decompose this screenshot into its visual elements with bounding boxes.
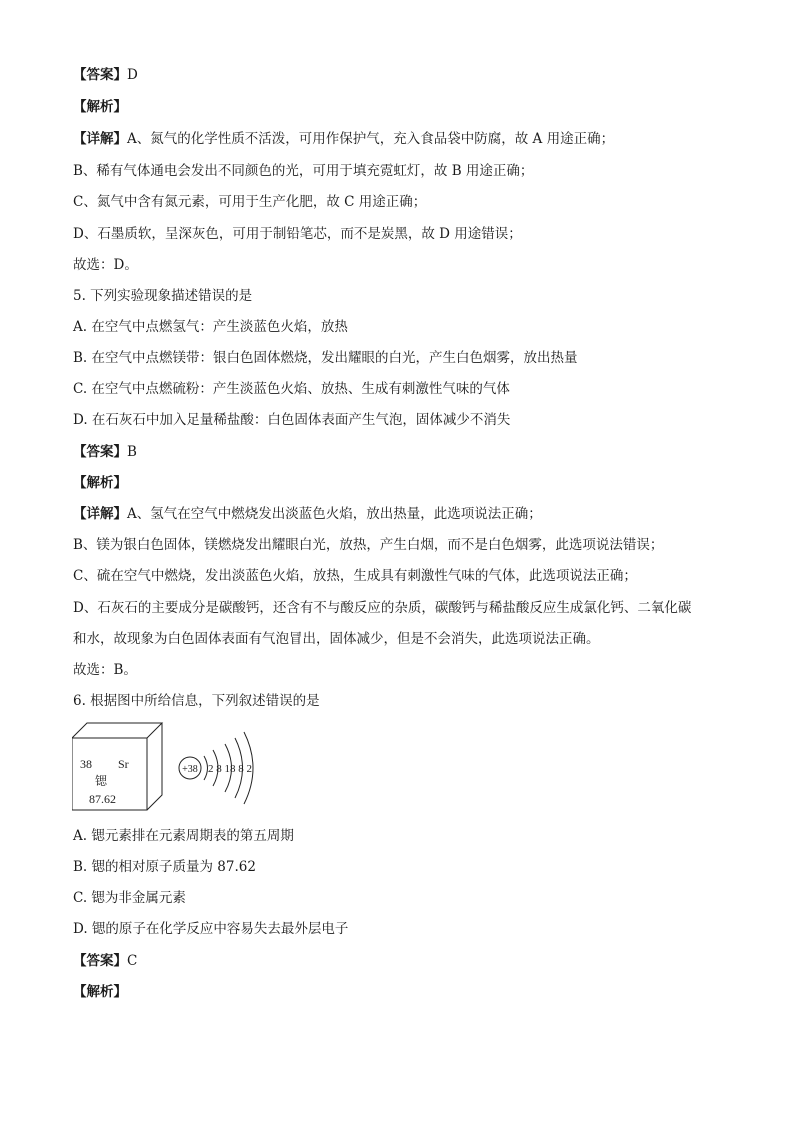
detail-tag: 【详解】 bbox=[73, 131, 127, 147]
question-stem: 6. 根据图中所给信息，下列叙述错误的是 bbox=[73, 693, 320, 709]
detail-line: 和水，故现象为白色固体表面有气泡冒出，固体减少，但是不会消失，此选项说法正确。 bbox=[73, 631, 600, 647]
analysis-tag: 【解析】 bbox=[73, 475, 127, 491]
option-a: A. 锶元素排在元素周期表的第五周期 bbox=[73, 828, 294, 844]
option-b: B. 锶的相对原子质量为 87.62 bbox=[73, 859, 256, 875]
option-c: C. 锶为非金属元素 bbox=[73, 890, 186, 906]
detail-line: C、氮气中含有氮元素，可用于生产化肥，故 C 用途正确； bbox=[73, 194, 427, 210]
detail-text: A、氢气在空气中燃烧发出淡蓝色火焰，放出热量，此选项说法正确； bbox=[127, 506, 542, 522]
option-c: C. 在空气中点燃硫粉：产生淡蓝色火焰、放热、生成有刺激性气味的气体 bbox=[73, 381, 510, 397]
analysis-tag: 【解析】 bbox=[73, 99, 127, 115]
element-symbol: Sr bbox=[118, 757, 129, 771]
answer-tag: 【答案】 bbox=[73, 444, 127, 460]
detail-line: D、石墨质软，呈深灰色，可用于制铅笔芯，而不是炭黑，故 D 用途错误； bbox=[73, 226, 522, 242]
element-cube-diagram bbox=[72, 720, 272, 820]
option-b: B. 在空气中点燃镁带：银白色固体燃烧，发出耀眼的白光，产生白色烟雾，放出热量 bbox=[73, 350, 578, 366]
answer-line-q4 bbox=[73, 66, 138, 84]
question-stem: 5. 下列实验现象描述错误的是 bbox=[73, 288, 253, 304]
analysis-tag: 【解析】 bbox=[73, 984, 127, 1000]
answer-tag: 【答案】 bbox=[73, 953, 127, 969]
detail-line: D、石灰石的主要成分是碳酸钙，还含有不与酸反应的杂质，碳酸钙与稀盐酸反应生成氯化钙、二氧化碳 bbox=[73, 600, 692, 616]
cube-top-face bbox=[72, 723, 162, 738]
detail-text: A、氮气的化学性质不活泼，可用作保护气，充入食品袋中防腐，故 A 用途正确； bbox=[127, 131, 615, 147]
option-d: D. 在石灰石中加入足量稀盐酸：白色固体表面产生气泡，固体减少不消失 bbox=[73, 412, 511, 428]
answer-line-q5 bbox=[73, 443, 137, 461]
answer-value: B bbox=[127, 444, 137, 460]
answer-value: C bbox=[127, 953, 138, 969]
detail-line: B、稀有气体通电会发出不同颜色的光，可用于填充霓虹灯，故 B 用途正确； bbox=[73, 163, 534, 179]
detail-line bbox=[73, 505, 542, 523]
detail-line bbox=[73, 130, 614, 148]
strontium-figure bbox=[72, 720, 272, 820]
detail-line: B、镁为银白色固体，镁燃烧发出耀眼白光，放热，产生白烟，而不是白色烟雾，此选项说法错误； bbox=[73, 537, 664, 553]
answer-line-q6 bbox=[73, 952, 137, 970]
conclusion-line: 故选：B。 bbox=[73, 662, 137, 678]
atomic-number: 38 bbox=[80, 757, 92, 771]
nucleus-charge: +38 bbox=[182, 764, 198, 775]
element-name: 锶 bbox=[95, 774, 108, 788]
answer-tag: 【答案】 bbox=[73, 67, 127, 83]
option-a: A. 在空气中点燃氢气：产生淡蓝色火焰，放热 bbox=[73, 319, 348, 335]
atomic-mass: 87.62 bbox=[89, 792, 116, 806]
detail-line: C、硫在空气中燃烧，发出淡蓝色火焰，放热，生成具有刺激性气味的气体，此选项说法正确； bbox=[73, 568, 637, 584]
shell-1 bbox=[204, 756, 208, 780]
shell-electron-counts: 2 8 18 8 2 bbox=[208, 763, 252, 775]
detail-tag: 【详解】 bbox=[73, 506, 127, 522]
conclusion-line: 故选：D。 bbox=[73, 257, 138, 273]
option-d: D. 锶的原子在化学反应中容易失去最外层电子 bbox=[73, 921, 349, 937]
answer-value: D bbox=[127, 67, 138, 83]
